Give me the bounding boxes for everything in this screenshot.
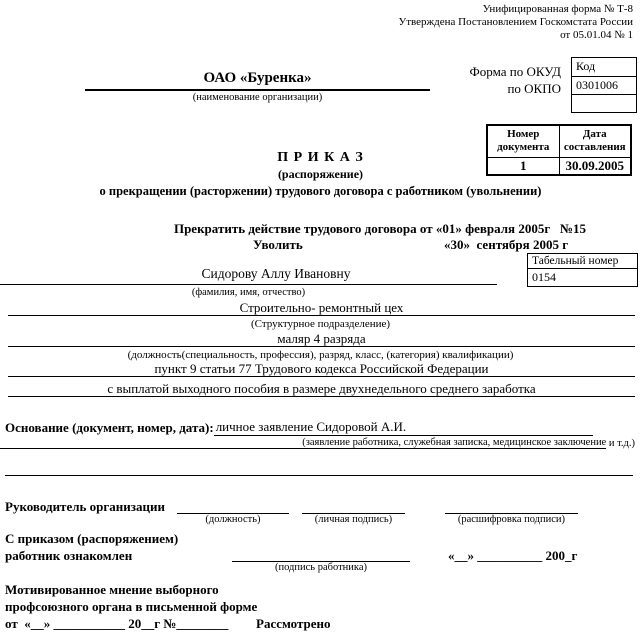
personnel-number-value: 0154 — [532, 270, 556, 284]
head-of-organization-label: Руководитель организации — [5, 499, 165, 514]
okud-okpo-labels — [470, 63, 562, 97]
transcript-signature-slot — [445, 499, 578, 525]
position-signature-caption: (должность) — [205, 514, 261, 525]
transcript-signature-caption: (расшифровка подписи) — [457, 514, 566, 525]
position-signature-slot — [177, 499, 289, 525]
severance-field: с выплатой выходного пособия в размере двухнедельного среднего заработка — [8, 381, 635, 397]
okpo-code-value — [572, 94, 636, 112]
dismiss-label: Уволить — [253, 237, 303, 252]
personnel-number-label: Табельный номер — [528, 254, 637, 269]
organization-block — [85, 70, 430, 103]
terminate-contract-line: Прекратить действие трудового договора от «01» февраля 2005г №15 — [173, 221, 587, 236]
code-box-header: Код — [576, 59, 596, 73]
position-signature-line — [177, 499, 289, 514]
okud-code-value: 0301006 — [572, 76, 636, 94]
basis-value: личное заявление Сидоровой А.И. — [214, 419, 593, 436]
acknowledgement-line1: С приказом (распоряжением) — [5, 531, 179, 546]
dismiss-date: «30» сентября 2005 г — [444, 237, 569, 252]
personal-signature-line — [302, 499, 405, 514]
considered-label: Рассмотрено — [256, 616, 331, 631]
employee-signature-line — [232, 545, 410, 562]
basis-caption-tail: и т.д.) — [606, 438, 635, 449]
basis-caption: (заявление работника, служебная записка, медицинское заключение — [302, 437, 607, 448]
employee-name: Сидорову Аллу Ивановну — [0, 266, 497, 285]
order-subject: о прекращении (расторжении) трудового договора с работником (увольнении) — [99, 184, 542, 198]
blank-fill-line — [5, 461, 633, 476]
doc-number-value: 1 — [487, 157, 559, 175]
approved-by-note: Утверждена Постановлением Госкомстата России — [398, 16, 633, 28]
personal-signature-slot — [302, 499, 405, 525]
approval-date-note: от 05.01.04 № 1 — [560, 29, 633, 41]
organization-name: ОАО «Буренка» — [85, 70, 430, 91]
code-box — [571, 57, 637, 113]
personnel-number-box — [527, 253, 638, 287]
acknowledgement-line2: работник ознакомлен — [5, 548, 133, 563]
acknowledgement-date: «__» __________ 200_г — [448, 548, 578, 563]
basis-caption-row — [0, 436, 635, 449]
order-subtitle: (распоряжение) — [277, 167, 364, 181]
doc-date-value: 30.09.2005 — [559, 157, 631, 175]
union-opinion-line1: Мотивированное мнение выборного — [5, 582, 219, 597]
title-block — [0, 150, 641, 199]
head-signature-row — [5, 499, 578, 525]
okpo-label: по ОКПО — [507, 81, 561, 96]
position-caption: (должность(специальность, профессия), разряд, класс, (категория) квалификации) — [127, 349, 514, 361]
employee-name-caption: (фамилия, имя, отчество) — [191, 287, 306, 298]
transcript-signature-line — [445, 499, 578, 514]
department-caption: (Структурное подразделение) — [250, 318, 391, 330]
basis-row — [5, 419, 593, 436]
personal-signature-caption: (личная подпись) — [314, 514, 393, 525]
organization-name-caption: (наименование организации) — [192, 92, 323, 103]
employee-signature-slot — [232, 545, 410, 573]
doc-number-header: Номер документа — [487, 125, 559, 157]
unified-form-number: Унифицированная форма № Т-8 — [482, 3, 633, 15]
union-opinion-date-line: от «__» ___________ 20__г №________ — [5, 616, 229, 631]
employee-signature-caption: (подпись работника) — [274, 562, 367, 573]
dismissal-article-field: пункт 9 статьи 77 Трудового кодекса Российской Федерации — [8, 361, 635, 377]
order-title: П Р И К А З — [277, 150, 364, 165]
doc-date-header: Дата составления — [559, 125, 631, 157]
okud-label: Форма по ОКУД — [469, 64, 561, 79]
form-approval-note — [398, 3, 633, 42]
position-field: маляр 4 разряда — [8, 331, 635, 347]
union-opinion-line2: профсоюзного органа в письменной форме — [5, 599, 258, 614]
basis-label: Основание (документ, номер, дата): — [5, 420, 214, 435]
department-field: Строительно- ремонтный цех — [8, 300, 635, 316]
basis-caption-underline — [0, 436, 302, 449]
